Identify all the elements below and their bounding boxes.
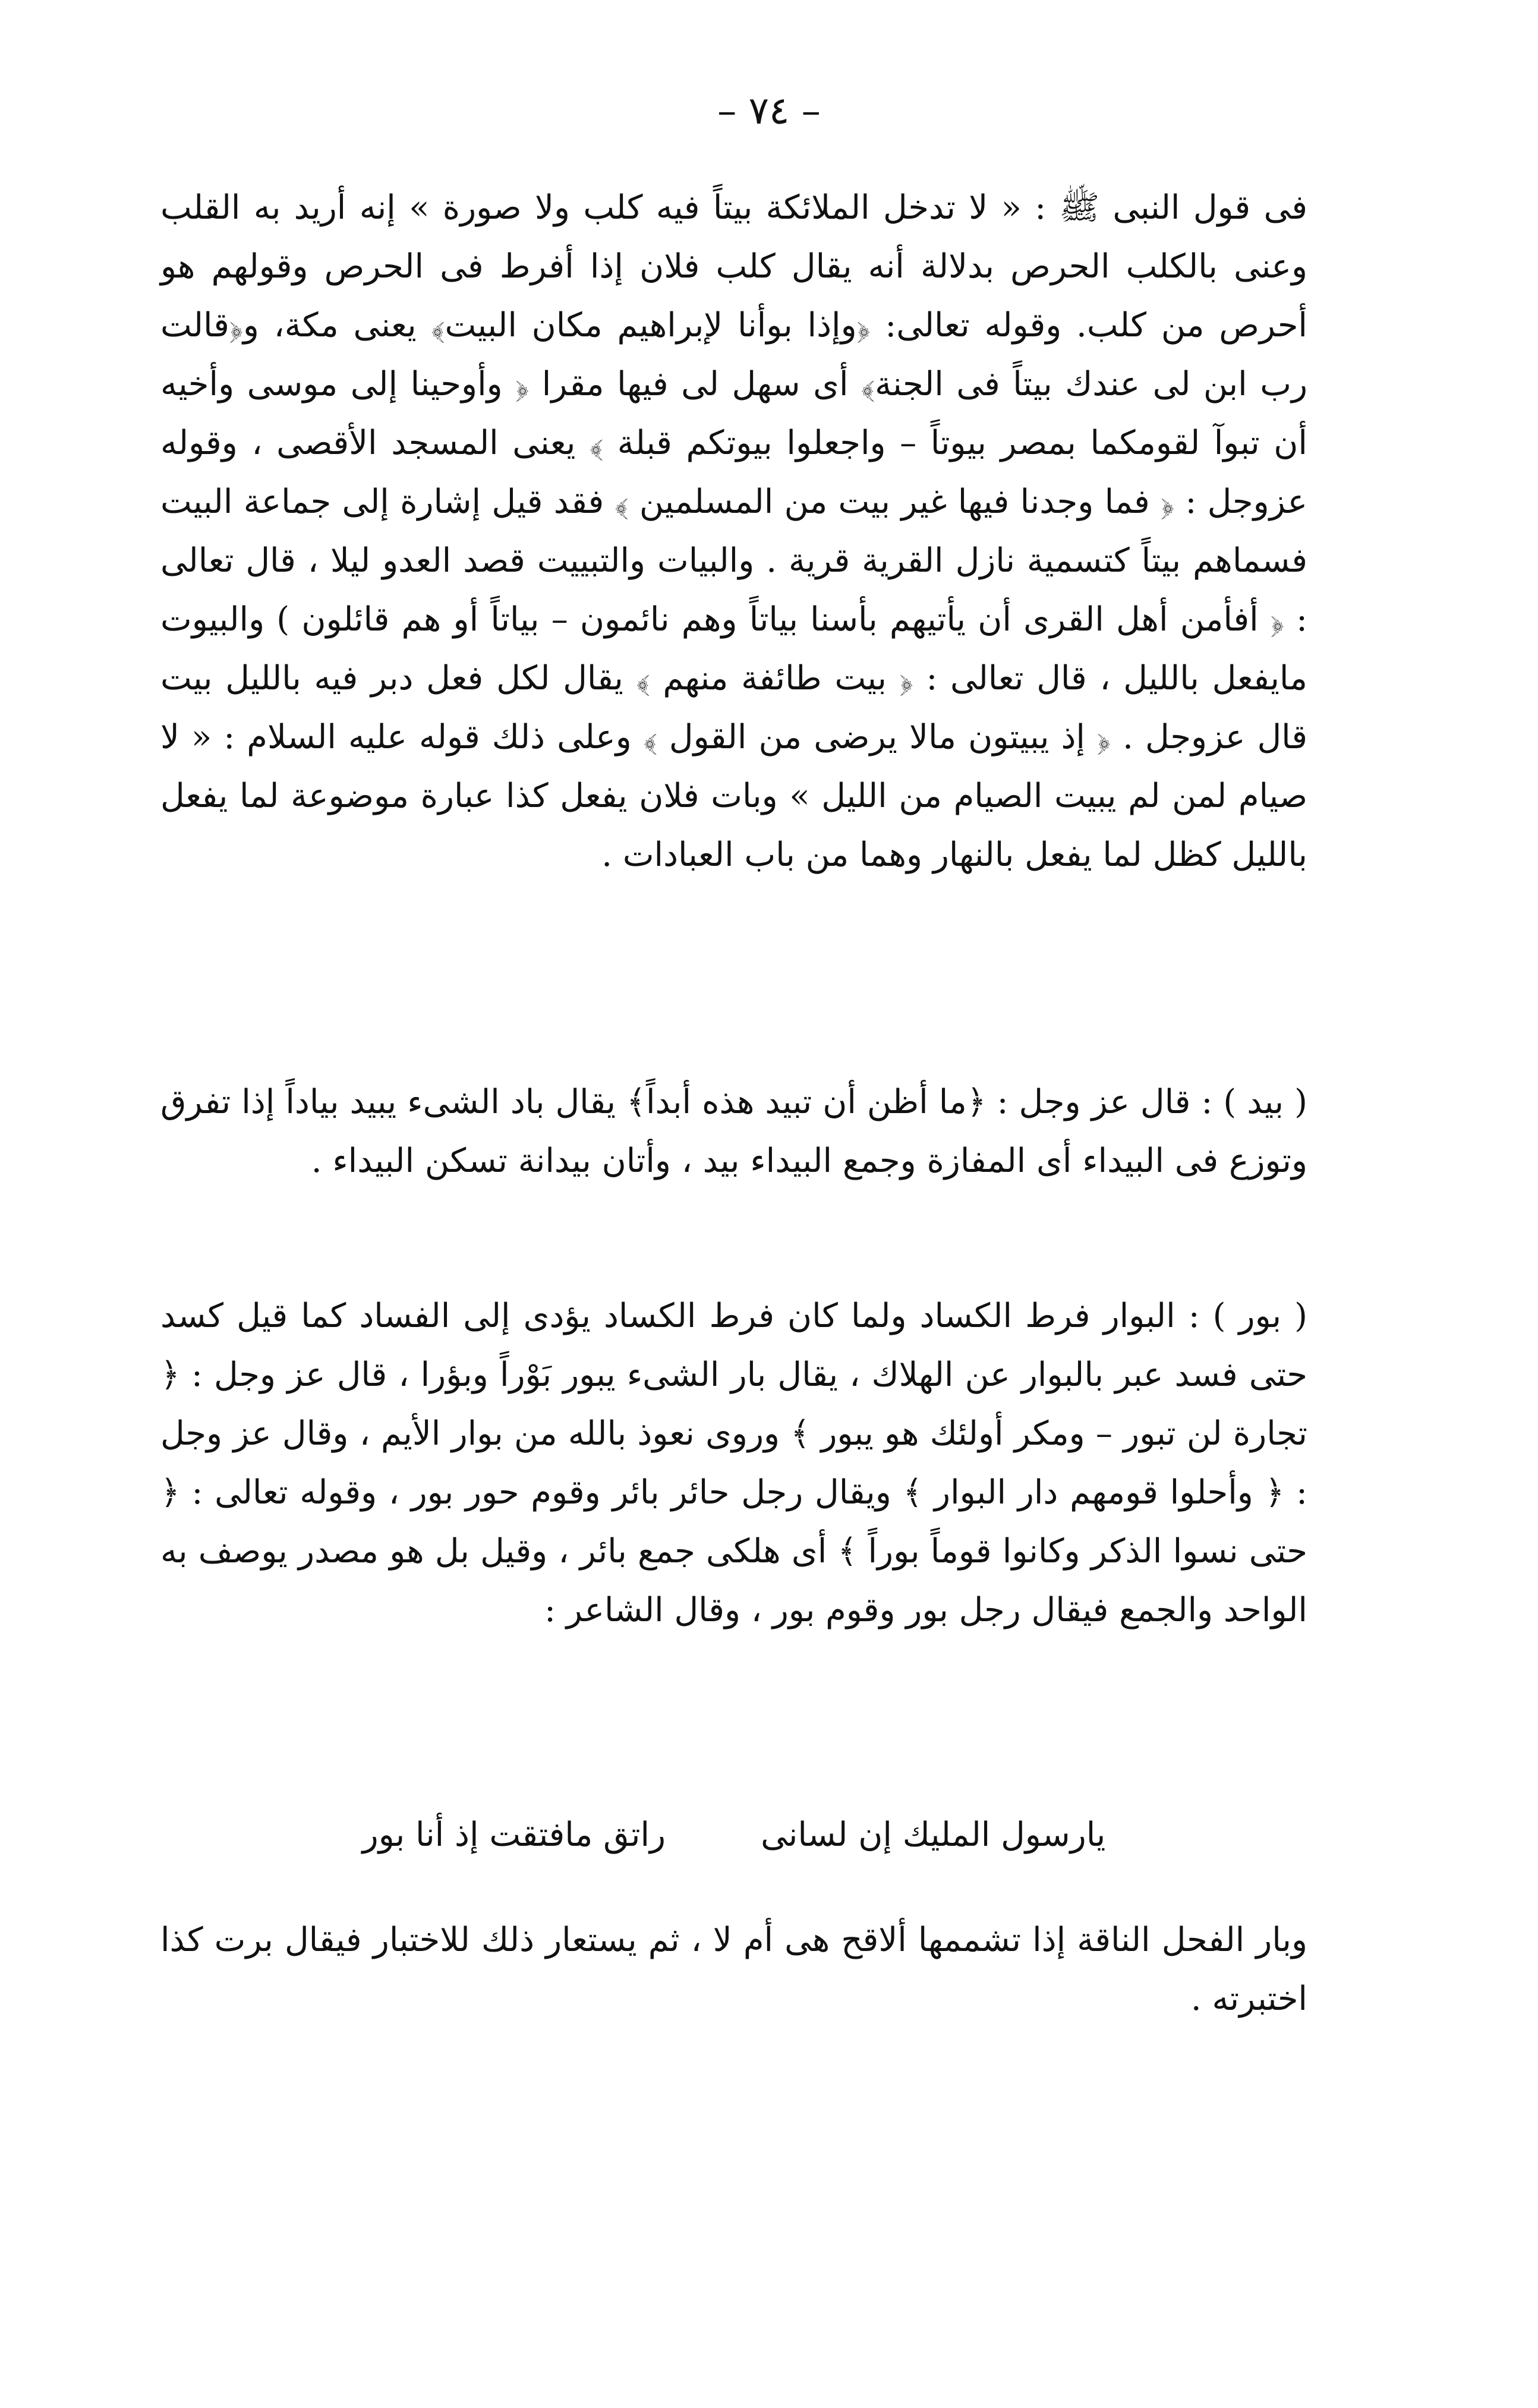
paragraph-bawr bbox=[160, 1287, 1307, 1640]
paragraph-bayd bbox=[160, 1073, 1307, 1190]
paragraph-text: ( بيد ) : قال عز وجل : ﴿ما أظن أن تبيد هذه أبداً﴾ يقال باد الشىء يبيد بياداً إذا تفرق وتوزع فى البيداء أى المفازة وجمع البيداء بيد ، وأتان بيدانة تسكن البيداء . bbox=[160, 1083, 1307, 1180]
verse-first-hemistich: يارسول المليك إن لسانى bbox=[761, 1816, 1106, 1854]
page-number: – ٧٤ – bbox=[717, 89, 821, 133]
poetry-verse bbox=[160, 1805, 1307, 1864]
verse-second-hemistich: راتق مافتقت إذ أنا بور bbox=[362, 1816, 666, 1854]
paragraph-text: فى قول النبى ﷺ : « لا تدخل الملائكة بيتاً فيه كلب ولا صورة » إنه أريد به القلب وعنى بالكلب الحرص بدلالة أنه يقال كلب فلان إذا أفرط فى الحرص وقولهم هو أحرص من كلب. وقوله تعالى: ﴿وإذا بوأنا لإبراهيم مكان البيت﴾ يعنى مكة، و﴿قالت رب ابن لى عندك بيتاً فى الجنة﴾ أى سهل لى فيها مقرا ﴿ وأوحينا إلى موسى وأخيه أن تبوآ لقومكما بمصر بيوتاً – واجعلوا بيوتكم قبلة ﴾ يعنى المسجد الأقصى ، وقوله عزوجل : ﴿ فما وجدنا فيها غير بيت من المسلمين ﴾ فقد قيل إشارة إلى جماعة البيت فسماهم بيتاً كتسمية نازل القرية قرية . والبيات والتبييت قصد العدو ليلا ، قال تعالى : ﴿ أفأمن أهل القرى أن يأتيهم بأسنا بياتاً وهم نائمون – بياتاً أو هم قائلون ) والبيوت مايفعل بالليل ، قال تعالى : ﴿ بيت طائفة منهم ﴾ يقال لكل فعل دبر فيه بالليل بيت قال عزوجل . ﴿ إذ يبيتون مالا يرضى من القول ﴾ وعلى ذلك قوله عليه السلام : « لا صيام لمن لم يبيت الصيام من الليل » وبات فلان يفعل كذا عبارة موضوعة لما يفعل بالليل كظل لما يفعل بالنهار وهما من باب العبادات . bbox=[160, 188, 1307, 874]
paragraph-text: وبار الفحل الناقة إذا تشممها ألاقح هى أم لا ، ثم يستعار ذلك للاختبار فيقال برت كذا اختبرته . bbox=[160, 1921, 1307, 2018]
paragraph-text: ( بور ) : البوار فرط الكساد ولما كان فرط الكساد يؤدى إلى الفساد كما قيل كسد حتى فسد عبر بالبوار عن الهلاك ، يقال بار الشىء يبور بَوْراً وبؤرا ، قال عز وجل : ﴿ تجارة لن تبور – ومكر أولئك هو يبور ﴾ وروى نعوذ بالله من بوار الأيم ، وقال عز وجل : ﴿ وأحلوا قومهم دار البوار ﴾ ويقال رجل حائر بائر وقوم حور بور ، وقوله تعالى : ﴿ حتى نسوا الذكر وكانوا قوماً بوراً ﴾ أى هلكى جمع بائر ، وقيل بل هو مصدر يوصف به الواحد والجمع فيقال رجل بور وقوم بور ، وقال الشاعر : bbox=[160, 1297, 1308, 1630]
paragraph-bayt bbox=[160, 178, 1307, 884]
paragraph-bar-al-fahl bbox=[160, 1911, 1307, 2028]
